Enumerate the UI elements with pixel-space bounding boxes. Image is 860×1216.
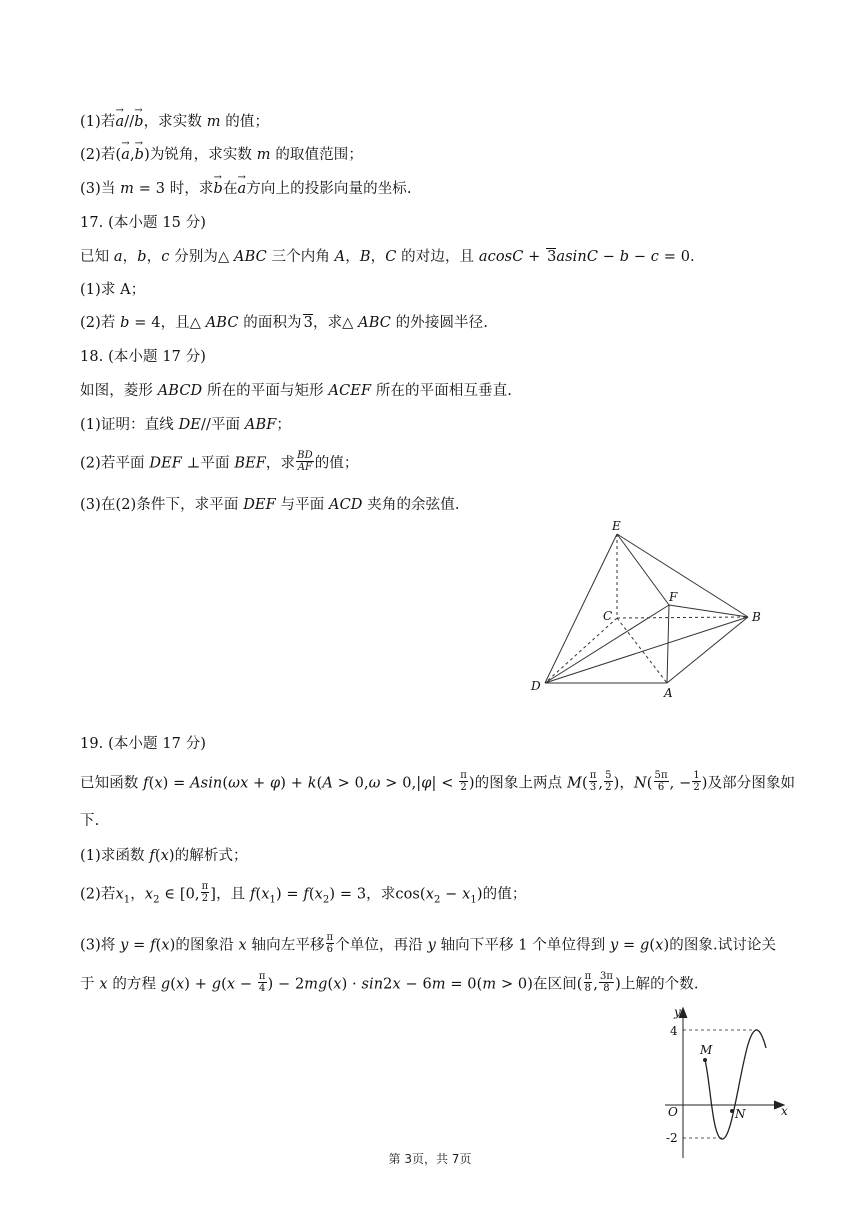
q19-part2: (2)若$x_1$，$x_2$ ∈ [0, $\frac{\pi}{2}$ ]，且 $f(x_1) = f(x_2) = 3$，求$\cos(x_2 - x_1)$的值； — [80, 881, 527, 906]
point-N — [730, 1109, 734, 1113]
q19-stem-cont: 下. — [80, 813, 100, 829]
q18-header: 18. (本小题 17 分) — [80, 349, 207, 365]
q17-header: 17. (本小题 15 分) — [80, 215, 207, 231]
page-footer: 第 3页，共 7页 — [388, 1152, 472, 1166]
tick-4: 4 — [670, 1024, 678, 1038]
q19-part3-cont: 于 x 的方程 g(x) + g(x − $\frac{\pi}{4}$ ) − 2mg(x) · sin2x − 6m = 0(m > 0)在区间( $\frac{\pi}{8}$ , $\frac{3\pi}{8}$ )上解的个数. — [80, 971, 699, 994]
q19-function-graph — [650, 1000, 800, 1160]
label-E: E — [612, 519, 621, 533]
sine-curve — [705, 1030, 766, 1139]
q19-part3: (3)将 y = f(x)的图象沿 x 轴向左平移 $\frac{\pi}{6}$ 个单位，再沿 y 轴向下平移 1 个单位得到 y = g(x)的图象.试讨论关 — [80, 932, 777, 955]
point-M — [703, 1058, 707, 1062]
q19-header: 19. (本小题 17 分) — [80, 736, 207, 752]
label-F: F — [669, 590, 678, 604]
label-M: M — [700, 1043, 713, 1057]
tick-neg2: -2 — [666, 1131, 678, 1145]
q17-part1: (1)求 A； — [80, 282, 146, 298]
label-O: O — [668, 1105, 678, 1119]
q16-part1: (1)若→ a//→ b，求实数 m 的值； — [80, 112, 269, 132]
label-D: D — [531, 679, 541, 693]
q18-solid-figure — [520, 510, 780, 700]
q18-part1: (1)证明：直线 DE//平面 ABF； — [80, 417, 291, 433]
q17-part2: (2)若 b = 4，且△ ABC 的面积为 3，求△ ABC 的外接圆半径. — [80, 315, 488, 331]
label-B: B — [752, 610, 761, 624]
axis-x-label: x — [781, 1104, 788, 1118]
q18-part2: (2)若平面 DEF ⊥平面 BEF，求 $\frac{BD}{AF}$ 的值； — [80, 450, 359, 473]
q16-part2: (2)若(→ a,→ b)为锐角，求实数 m 的取值范围； — [80, 145, 363, 165]
q17-stem: 已知 a，b，c 分别为△ ABC 三个内角 A，B，C 的对边，且 acosC + 3asinC − b − c = 0. — [80, 249, 695, 265]
label-A: A — [664, 686, 673, 700]
q19-stem: 已知函数 f(x) = Asin(ωx + φ) + k(A > 0,ω > 0,|φ| < $\frac{\pi}{2}$ )的图象上两点 M( $\frac{\pi}{3}$ , $\frac{5}{2}$ )，N( $\frac{5\pi}{6}$ , − $\frac{1}{2}$ )及部分图象如 — [80, 770, 796, 793]
q18-part3: (3)在(2)条件下，求平面 DEF 与平面 ACD 夹角的余弦值. — [80, 497, 460, 513]
label-C: C — [603, 609, 613, 623]
q16-part3: (3)当 m = 3 时，求→ b在→ a方向上的投影向量的坐标. — [80, 179, 412, 199]
label-N: N — [735, 1107, 746, 1121]
q18-stem: 如图，菱形 ABCD 所在的平面与矩形 ACEF 所在的平面相互垂直. — [80, 383, 512, 399]
axis-y-label: y — [674, 1005, 681, 1019]
q19-part1: (1)求函数 f(x)的解析式； — [80, 848, 248, 864]
